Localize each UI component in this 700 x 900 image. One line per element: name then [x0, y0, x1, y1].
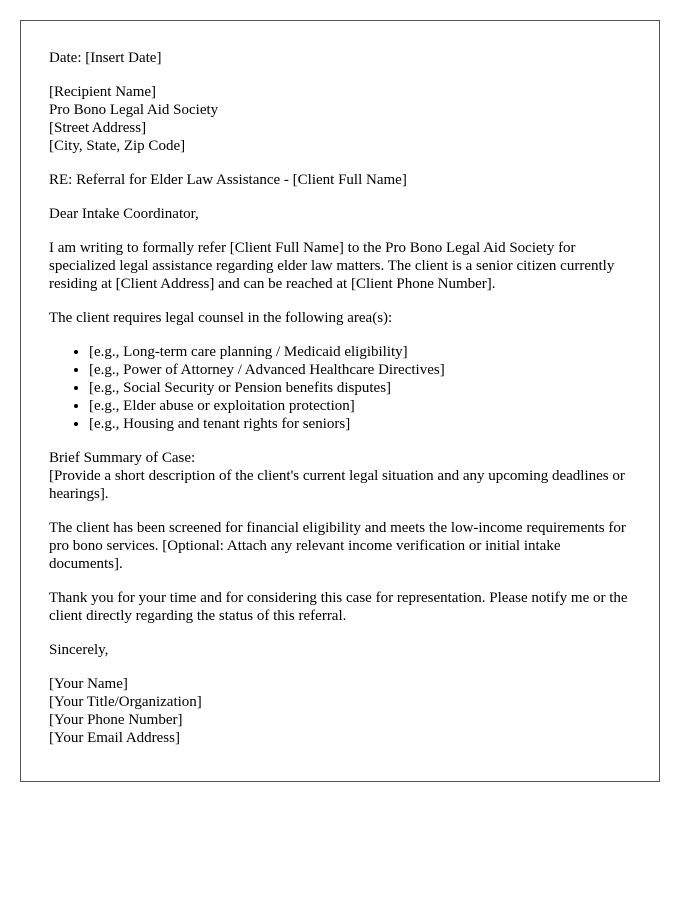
eligibility-paragraph: The client has been screened for financial eligibility and meets the low-income requirements for pro bono services. [Optional: Attach any relevant income verification or initial intake documents].: [49, 520, 626, 572]
summary-text: [Provide a short description of the client's current legal situation and any upcoming deadlines or hearings].: [49, 468, 625, 502]
list-item: • [e.g., Power of Attorney / Advanced Healthcare Directives]: [89, 361, 631, 379]
signature-block: [49, 675, 631, 747]
recipient-street: [Street Address]: [49, 120, 147, 136]
recipient-organization: Pro Bono Legal Aid Society: [49, 102, 219, 118]
list-item: • [e.g., Long-term care planning / Medicaid eligibility]: [89, 343, 631, 361]
list-item: • [e.g., Social Security or Pension benefits disputes]: [89, 379, 631, 397]
subject-line: RE: Referral for Elder Law Assistance - [Client Full Name]: [49, 172, 407, 188]
signature-email: [Your Email Address]: [49, 730, 180, 746]
list-item: • [e.g., Housing and tenant rights for seniors]: [89, 415, 631, 433]
signature-phone: [Your Phone Number]: [49, 712, 183, 728]
recipient-city-state-zip: [City, State, Zip Code]: [49, 138, 186, 154]
signature-name: [Your Name]: [49, 676, 128, 692]
date-line: Date: [Insert Date]: [49, 50, 162, 66]
areas-intro: The client requires legal counsel in the following area(s):: [49, 310, 393, 326]
signature-title: [Your Title/Organization]: [49, 694, 202, 710]
sign-off: Sincerely,: [49, 642, 109, 658]
recipient-name: [Recipient Name]: [49, 84, 157, 100]
closing-paragraph: Thank you for your time and for considering this case for representation. Please notify me or the client directly regarding the status of this referral.: [49, 590, 628, 624]
referral-letter: [20, 20, 660, 782]
intro-paragraph: I am writing to formally refer [Client Full Name] to the Pro Bono Legal Aid Society for specialized legal assistance regarding elder law matters. The client is a senior citizen currently residing at [Client Address] and can be reached at [Client Phone Number].: [49, 240, 615, 292]
case-summary: [49, 449, 631, 503]
recipient-address: [49, 83, 631, 155]
list-item: • [e.g., Elder abuse or exploitation protection]: [89, 397, 631, 415]
salutation: Dear Intake Coordinator,: [49, 206, 199, 222]
summary-heading: Brief Summary of Case:: [49, 450, 196, 466]
legal-areas-list: [49, 343, 631, 433]
